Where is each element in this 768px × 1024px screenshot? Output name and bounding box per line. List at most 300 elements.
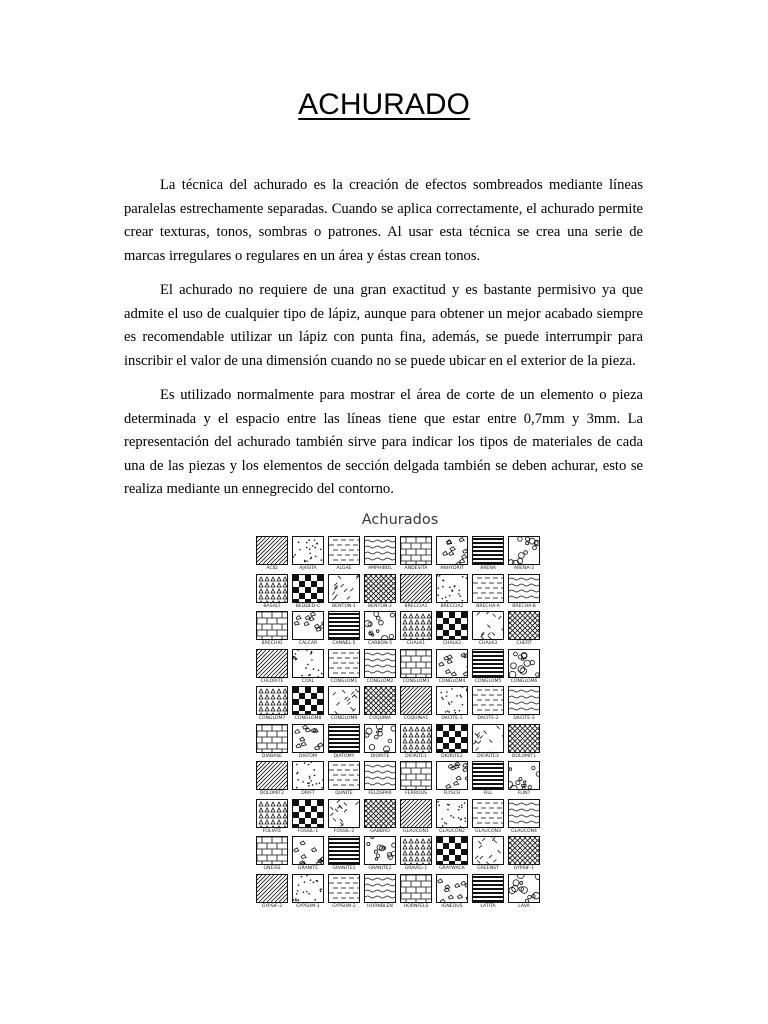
hatch-swatch-tile — [472, 874, 504, 903]
hatch-swatch-label: ANDESITA — [404, 566, 428, 571]
hatch-swatch-label: CONGLOM1 — [330, 678, 358, 684]
hatch-swatch-label: DRIFT — [301, 791, 315, 796]
hatch-swatch-label: ALGAE — [336, 566, 352, 571]
hatch-swatch-tile — [292, 686, 324, 715]
hatch-swatch — [291, 799, 325, 836]
hatch-swatch-tile — [292, 536, 324, 565]
hatch-swatch-tile — [256, 799, 288, 828]
hatch-swatch — [327, 799, 361, 836]
paragraph-1: La técnica del achurado es la creación de efectos sombreados mediante líneas paralelas estrechamente separadas. Cuando se aplica correctamente, el achurado permite crear texturas, tonos, sombras o patrones. Al usar esta técnica se crea una serie de marcas irregulares o regulares en un área y éstas crean tonos. — [124, 177, 643, 264]
hatch-swatch-label: ARENA-2 — [513, 566, 535, 571]
hatch-pattern-icon — [293, 612, 323, 639]
hatch-swatch-label: COQUINA1 — [403, 716, 429, 721]
hatch-swatch-tile — [400, 874, 432, 903]
hatch-swatch-label: CHALK3 — [478, 641, 498, 646]
hatch-swatch — [435, 574, 469, 611]
hatch-swatch-tile — [472, 724, 504, 753]
hatch-swatch-tile — [436, 649, 468, 678]
hatch-swatch-label: DOLOMIT2 — [259, 791, 285, 796]
hatch-swatch-tile — [508, 799, 540, 828]
hatch-swatch-tile — [472, 649, 504, 678]
hatch-pattern-icon — [293, 575, 323, 602]
hatch-swatch-label: CHLORITE — [260, 678, 284, 684]
hatch-swatch-label: DIATOM — [298, 753, 318, 759]
hatch-swatch-tile — [292, 799, 324, 828]
hatch-pattern-icon — [509, 800, 539, 827]
hatch-swatch-label: BRECHIO — [261, 641, 283, 646]
hatch-swatch — [435, 761, 469, 798]
hatch-pattern-icon — [437, 875, 467, 902]
hatch-swatch-label: ANHYDRIT — [440, 566, 464, 571]
hatch-swatch-tile — [328, 836, 360, 865]
hatch-swatch-label: DIORITE3 — [477, 753, 499, 759]
hatch-pattern-icon — [329, 725, 359, 752]
hatch-swatch — [291, 574, 325, 611]
hatch-swatch — [327, 874, 361, 911]
hatch-swatch-tile — [508, 874, 540, 903]
hatch-pattern-icon — [293, 687, 323, 714]
hatch-pattern-icon — [473, 762, 503, 789]
hatch-pattern-icon — [257, 687, 287, 714]
body-text — [124, 174, 643, 513]
hatch-pattern-icon — [509, 687, 539, 714]
hatch-swatch-tile — [328, 611, 360, 640]
hatch-swatch-label: BASALT — [263, 603, 281, 609]
hatch-swatch-label: GRANITE2 — [368, 866, 392, 871]
hatch-swatch-label: CONGLOM8 — [294, 716, 322, 721]
hatch-swatch — [399, 686, 433, 723]
hatch-swatch-tile — [292, 574, 324, 603]
hatch-swatch — [471, 799, 505, 836]
hatch-swatch — [255, 536, 289, 573]
hatch-swatch-label: GLAUCON1 — [403, 828, 429, 834]
hatch-swatch — [399, 611, 433, 648]
hatch-swatch — [399, 799, 433, 836]
hatch-pattern-icon — [329, 800, 359, 827]
hatch-swatch-label: CONGLOM4 — [438, 678, 466, 684]
hatch-swatch-label: DIATOMY — [333, 753, 355, 759]
hatch-swatch — [291, 536, 325, 573]
hatch-swatch — [507, 536, 541, 573]
hatch-pattern-icon — [437, 800, 467, 827]
hatch-pattern-icon — [329, 612, 359, 639]
figure-title: Achurados — [361, 512, 439, 528]
hatch-swatch-tile — [328, 686, 360, 715]
hatch-swatch-tile — [256, 761, 288, 790]
hatch-swatch — [471, 611, 505, 648]
hatch-swatch — [327, 611, 361, 648]
hatch-swatch — [363, 649, 397, 686]
hatch-swatch — [255, 574, 289, 611]
hatch-pattern-icon — [257, 537, 287, 564]
hatch-swatch — [255, 686, 289, 723]
hatch-swatch-tile — [400, 649, 432, 678]
hatch-swatch-tile — [256, 724, 288, 753]
hatch-swatch — [399, 536, 433, 573]
hatch-swatch-label: FLINT — [517, 791, 531, 796]
hatch-pattern-icon — [437, 725, 467, 752]
hatch-swatch — [255, 724, 289, 761]
hatch-swatch-tile — [508, 536, 540, 565]
hatch-swatch — [507, 836, 541, 873]
hatch-pattern-icon — [293, 875, 323, 902]
hatch-swatch-tile — [364, 611, 396, 640]
hatch-swatch-label: FELDSPAR — [368, 791, 392, 796]
hatch-swatch-tile — [364, 536, 396, 565]
hatch-swatch — [363, 724, 397, 761]
hatch-pattern-icon — [257, 762, 287, 789]
hatch-pattern-icon — [401, 612, 431, 639]
hatch-swatch-tile — [508, 649, 540, 678]
hatch-swatch — [291, 649, 325, 686]
hatch-swatch-tile — [400, 836, 432, 865]
hatch-swatch — [255, 874, 289, 911]
hatch-swatch — [291, 761, 325, 798]
hatch-swatch-tile — [256, 836, 288, 865]
hatch-swatch-tile — [472, 611, 504, 640]
hatch-swatch-tile — [328, 536, 360, 565]
hatch-swatch-label: DIABASE — [261, 753, 283, 759]
hatch-swatch-label: AMPHIBOL — [368, 566, 392, 571]
hatch-swatch — [363, 799, 397, 836]
hatch-swatch — [471, 536, 505, 573]
hatch-pattern-icon — [401, 800, 431, 827]
hatch-swatch — [327, 574, 361, 611]
hatch-swatch-label: GRAYWACK — [439, 866, 465, 871]
hatch-swatch — [435, 836, 469, 873]
hatch-pattern-icon — [329, 537, 359, 564]
hatch-pattern-icon — [293, 537, 323, 564]
hatch-swatch — [471, 649, 505, 686]
hatch-pattern-icon — [509, 725, 539, 752]
hatch-swatch-tile — [436, 686, 468, 715]
hatch-swatch-tile — [364, 649, 396, 678]
hatch-swatch-tile — [436, 799, 468, 828]
hatch-swatch-tile — [508, 836, 540, 865]
hatch-swatch-label: FLYSCH — [443, 791, 461, 796]
hatch-swatch-tile — [328, 574, 360, 603]
hatch-swatch-label: BRECCIA2 — [440, 603, 464, 609]
hatch-pattern-icon — [401, 762, 431, 789]
hatch-swatch-tile — [508, 574, 540, 603]
hatch-swatch-label: BENTON-2 — [368, 603, 392, 609]
hatch-swatch-tile — [472, 574, 504, 603]
hatch-swatch-label: BRECHA-A — [476, 603, 500, 609]
hatch-pattern-icon — [509, 612, 539, 639]
hatch-swatch — [363, 761, 397, 798]
hatch-pattern-icon — [401, 575, 431, 602]
hatch-swatch-label: DACITE-2 — [477, 716, 499, 721]
hatch-swatch — [255, 611, 289, 648]
hatch-swatch-tile — [400, 724, 432, 753]
hatch-swatch-tile — [292, 611, 324, 640]
hatch-pattern-icon — [401, 650, 431, 677]
hatch-swatch — [255, 799, 289, 836]
hatch-swatch-label: GYPSUM-2 — [332, 903, 356, 909]
hatch-pattern-icon — [329, 575, 359, 602]
hatch-swatch — [291, 611, 325, 648]
hatch-pattern-icon — [365, 537, 395, 564]
hatch-swatch-label: FOSSIL-1 — [297, 828, 319, 834]
hatch-pattern-icon — [365, 687, 395, 714]
hatch-swatch-tile — [256, 686, 288, 715]
hatch-swatch — [255, 836, 289, 873]
hatch-pattern-icon — [365, 725, 395, 752]
hatch-swatch-tile — [256, 574, 288, 603]
hatch-pattern-icon — [509, 875, 539, 902]
hatch-swatch-label: DIORITE1 — [405, 753, 427, 759]
hatch-swatch-tile — [328, 649, 360, 678]
hatch-swatch-tile — [400, 686, 432, 715]
hatch-pattern-icon — [293, 650, 323, 677]
hatch-pattern-icon — [329, 837, 359, 864]
page-title: ACHURADO — [298, 88, 470, 121]
hatch-swatch-tile — [256, 649, 288, 678]
hatch-swatch-label: GYPSIF-2 — [261, 903, 283, 909]
hatch-swatch-label: CONGLOM2 — [366, 678, 394, 684]
hatch-swatch — [327, 836, 361, 873]
hatch-swatch — [435, 611, 469, 648]
hatch-pattern-icon — [473, 687, 503, 714]
hatch-swatch-label: ACID — [266, 566, 278, 571]
hatch-swatch-tile — [292, 649, 324, 678]
hatch-swatch — [363, 574, 397, 611]
hatch-swatch-label: CONGLOM3 — [402, 678, 430, 684]
hatch-swatch-label: GRANITE1 — [332, 866, 356, 871]
hatch-swatch-tile — [292, 874, 324, 903]
hatch-pattern-icon — [473, 837, 503, 864]
hatch-swatch-label: CANNEL-5 — [332, 641, 356, 646]
hatch-pattern-icon — [365, 612, 395, 639]
hatch-swatch-label: DOLOMIT1 — [511, 753, 537, 759]
hatch-pattern-icon — [365, 800, 395, 827]
hatch-swatch — [291, 874, 325, 911]
hatch-swatch-label: CONGLOM9 — [330, 716, 358, 721]
hatch-pattern-icon — [509, 762, 539, 789]
hatch-pattern-icon — [509, 650, 539, 677]
hatch-swatch — [435, 649, 469, 686]
hatch-swatch-label: DACITE-3 — [513, 716, 535, 721]
hatch-pattern-icon — [509, 537, 539, 564]
hatch-swatch-label: BENTON-1 — [332, 603, 356, 609]
hatch-pattern-icon — [329, 762, 359, 789]
hatch-swatch-tile — [328, 874, 360, 903]
hatch-swatch — [363, 536, 397, 573]
hatch-swatch-label: DIORITE — [370, 753, 390, 759]
hatch-swatch — [399, 836, 433, 873]
hatch-pattern-icon — [473, 612, 503, 639]
hatch-swatch — [435, 686, 469, 723]
hatch-swatch-label: LATITA — [480, 903, 496, 909]
hatch-swatch — [435, 799, 469, 836]
hatch-swatch-tile — [292, 761, 324, 790]
hatch-pattern-icon — [437, 837, 467, 864]
hatch-pattern-icon — [473, 537, 503, 564]
hatch-swatch — [507, 574, 541, 611]
hatch-swatch-tile — [400, 799, 432, 828]
hatch-swatch-label: DUNITE — [335, 791, 353, 796]
hatch-patterns-figure — [252, 508, 548, 912]
hatch-swatch-label: IGNEOUS — [441, 903, 463, 909]
hatch-swatch — [507, 761, 541, 798]
hatch-swatch-label: LAVA — [518, 903, 530, 909]
hatch-swatch — [291, 724, 325, 761]
hatch-swatch-label: FERROUS — [405, 791, 427, 796]
hatch-pattern-icon — [293, 837, 323, 864]
hatch-pattern-icon — [437, 612, 467, 639]
hatch-swatch-tile — [328, 761, 360, 790]
hatch-swatch — [327, 649, 361, 686]
hatch-swatch-tile — [328, 799, 360, 828]
hatch-swatch — [399, 724, 433, 761]
hatch-swatch — [435, 536, 469, 573]
hatch-swatch-label: FOSSIL-2 — [333, 828, 355, 834]
hatch-swatch-label: GLAUCON4 — [511, 828, 537, 834]
hatch-swatch-label: CONGLOM7 — [258, 716, 286, 721]
hatch-pattern-icon — [257, 575, 287, 602]
hatch-swatch-label: BEDDED-C — [295, 603, 321, 609]
hatch-swatch-label: CONGLOM6 — [510, 678, 538, 684]
hatch-pattern-icon — [329, 650, 359, 677]
hatch-swatch-label: CALCAR — [298, 641, 318, 646]
hatch-swatch — [399, 649, 433, 686]
hatch-swatch-tile — [508, 611, 540, 640]
hatch-swatch — [507, 799, 541, 836]
hatch-swatch-tile — [400, 761, 432, 790]
hatch-pattern-icon — [437, 575, 467, 602]
hatch-pattern-icon — [293, 800, 323, 827]
hatch-swatch-tile — [472, 686, 504, 715]
hatch-swatch-label: GLAUCON2 — [439, 828, 465, 834]
hatch-swatch-label: COAL — [301, 678, 315, 684]
hatch-swatch-tile — [364, 686, 396, 715]
hatch-pattern-icon — [365, 837, 395, 864]
hatch-swatch-tile — [436, 761, 468, 790]
hatch-pattern-icon — [365, 650, 395, 677]
hatch-swatch-tile — [472, 836, 504, 865]
hatch-pattern-icon — [437, 537, 467, 564]
hatch-swatch — [255, 761, 289, 798]
hatch-swatch-tile — [364, 574, 396, 603]
hatch-swatch-label: HORNFELS — [403, 903, 429, 909]
hatch-swatch — [471, 724, 505, 761]
hatch-pattern-icon — [509, 837, 539, 864]
hatch-swatch-label: COQUINA — [369, 716, 391, 721]
hatch-pattern-icon — [437, 687, 467, 714]
hatch-swatch-tile — [436, 836, 468, 865]
hatch-pattern-icon — [257, 650, 287, 677]
paragraph-2: El achurado no requiere de una gran exactitud y es bastante permisivo ya que admite el uso de cualquier tipo de lápiz, aunque para obtener un mejor acabado siempre es recomendable utilizar un lápiz con punta fina, además, se puede interrumpir para inscribir el valor de una dimensión cuando no se puede ubicar en el exterior de la pieza. — [124, 282, 643, 369]
hatch-swatch — [399, 761, 433, 798]
hatch-swatch-tile — [436, 874, 468, 903]
paragraph-3: Es utilizado normalmente para mostrar el área de corte de un elemento o pieza determinada y el espacio entre las líneas tiene que estar entre 0,7mm y 3mm. La representación del achurado también sirve para indicar los tipos de materiales de cada una de las piezas y los elementos de sección delgada también se deben achurar, esto se realiza mediante un ennegrecido del contorno. — [124, 387, 643, 497]
hatch-swatch — [507, 874, 541, 911]
hatch-swatch-tile — [508, 724, 540, 753]
hatch-pattern-icon — [437, 650, 467, 677]
hatch-swatch-tile — [292, 724, 324, 753]
hatch-swatch — [507, 686, 541, 723]
hatch-swatch-label: FOLIATE — [262, 828, 282, 834]
hatch-pattern-icon — [437, 762, 467, 789]
hatch-pattern-icon — [257, 800, 287, 827]
hatch-pattern-icon — [473, 875, 503, 902]
hatch-swatch-tile — [400, 536, 432, 565]
hatch-swatch — [435, 724, 469, 761]
hatch-pattern-icon — [473, 650, 503, 677]
hatch-swatch — [327, 686, 361, 723]
hatch-swatch-tile — [400, 611, 432, 640]
hatch-swatch-label: ARENA — [480, 566, 496, 571]
hatch-swatch — [471, 874, 505, 911]
hatch-swatch-tile — [256, 536, 288, 565]
hatch-swatch-label: GABBRO — [370, 828, 390, 834]
hatch-pattern-icon — [401, 837, 431, 864]
hatch-pattern-grid — [255, 536, 545, 912]
hatch-swatch-tile — [436, 574, 468, 603]
hatch-swatch — [399, 574, 433, 611]
hatch-swatch-tile — [472, 761, 504, 790]
hatch-pattern-icon — [257, 875, 287, 902]
hatch-swatch-label: GREENST — [477, 866, 499, 871]
hatch-swatch-label: GNEISS — [263, 866, 281, 871]
hatch-pattern-icon — [401, 687, 431, 714]
hatch-swatch-tile — [400, 574, 432, 603]
hatch-swatch-tile — [436, 611, 468, 640]
hatch-pattern-icon — [293, 725, 323, 752]
hatch-swatch-label: GLAUCON3 — [475, 828, 501, 834]
hatch-pattern-icon — [257, 837, 287, 864]
hatch-swatch — [471, 836, 505, 873]
hatch-swatch — [435, 874, 469, 911]
hatch-swatch-label: GRANITE — [297, 866, 319, 871]
hatch-swatch-label: GYPSIF-1 — [513, 866, 535, 871]
hatch-swatch-tile — [508, 761, 540, 790]
hatch-pattern-icon — [329, 875, 359, 902]
hatch-swatch-label: DIORITE2 — [441, 753, 463, 759]
hatch-swatch-label: BRECCIA1 — [404, 603, 428, 609]
hatch-swatch-label: CHERT — [516, 641, 532, 646]
hatch-swatch — [507, 724, 541, 761]
hatch-swatch — [255, 649, 289, 686]
hatch-swatch — [399, 874, 433, 911]
hatch-swatch — [363, 611, 397, 648]
hatch-swatch-label: DACITE-1 — [441, 716, 463, 721]
hatch-swatch-tile — [472, 536, 504, 565]
hatch-swatch-label: GRAVEL-1 — [404, 866, 428, 871]
hatch-swatch — [291, 836, 325, 873]
hatch-pattern-icon — [473, 575, 503, 602]
hatch-pattern-icon — [365, 762, 395, 789]
hatch-swatch-label: CONGLOM5 — [474, 678, 502, 684]
hatch-swatch-tile — [436, 724, 468, 753]
hatch-swatch — [327, 724, 361, 761]
hatch-pattern-icon — [401, 725, 431, 752]
hatch-swatch-tile — [292, 836, 324, 865]
hatch-swatch-label: CHALK2 — [442, 641, 462, 646]
hatch-swatch-tile — [364, 836, 396, 865]
hatch-swatch-tile — [472, 799, 504, 828]
hatch-swatch-tile — [508, 686, 540, 715]
hatch-pattern-icon — [473, 800, 503, 827]
hatch-pattern-icon — [257, 612, 287, 639]
hatch-swatch-label: FILL — [483, 791, 493, 796]
hatch-swatch — [291, 686, 325, 723]
hatch-pattern-icon — [293, 762, 323, 789]
hatch-pattern-icon — [401, 875, 431, 902]
hatch-swatch — [327, 761, 361, 798]
hatch-swatch — [471, 686, 505, 723]
hatch-swatch-label: HORNBLEN — [367, 903, 393, 909]
